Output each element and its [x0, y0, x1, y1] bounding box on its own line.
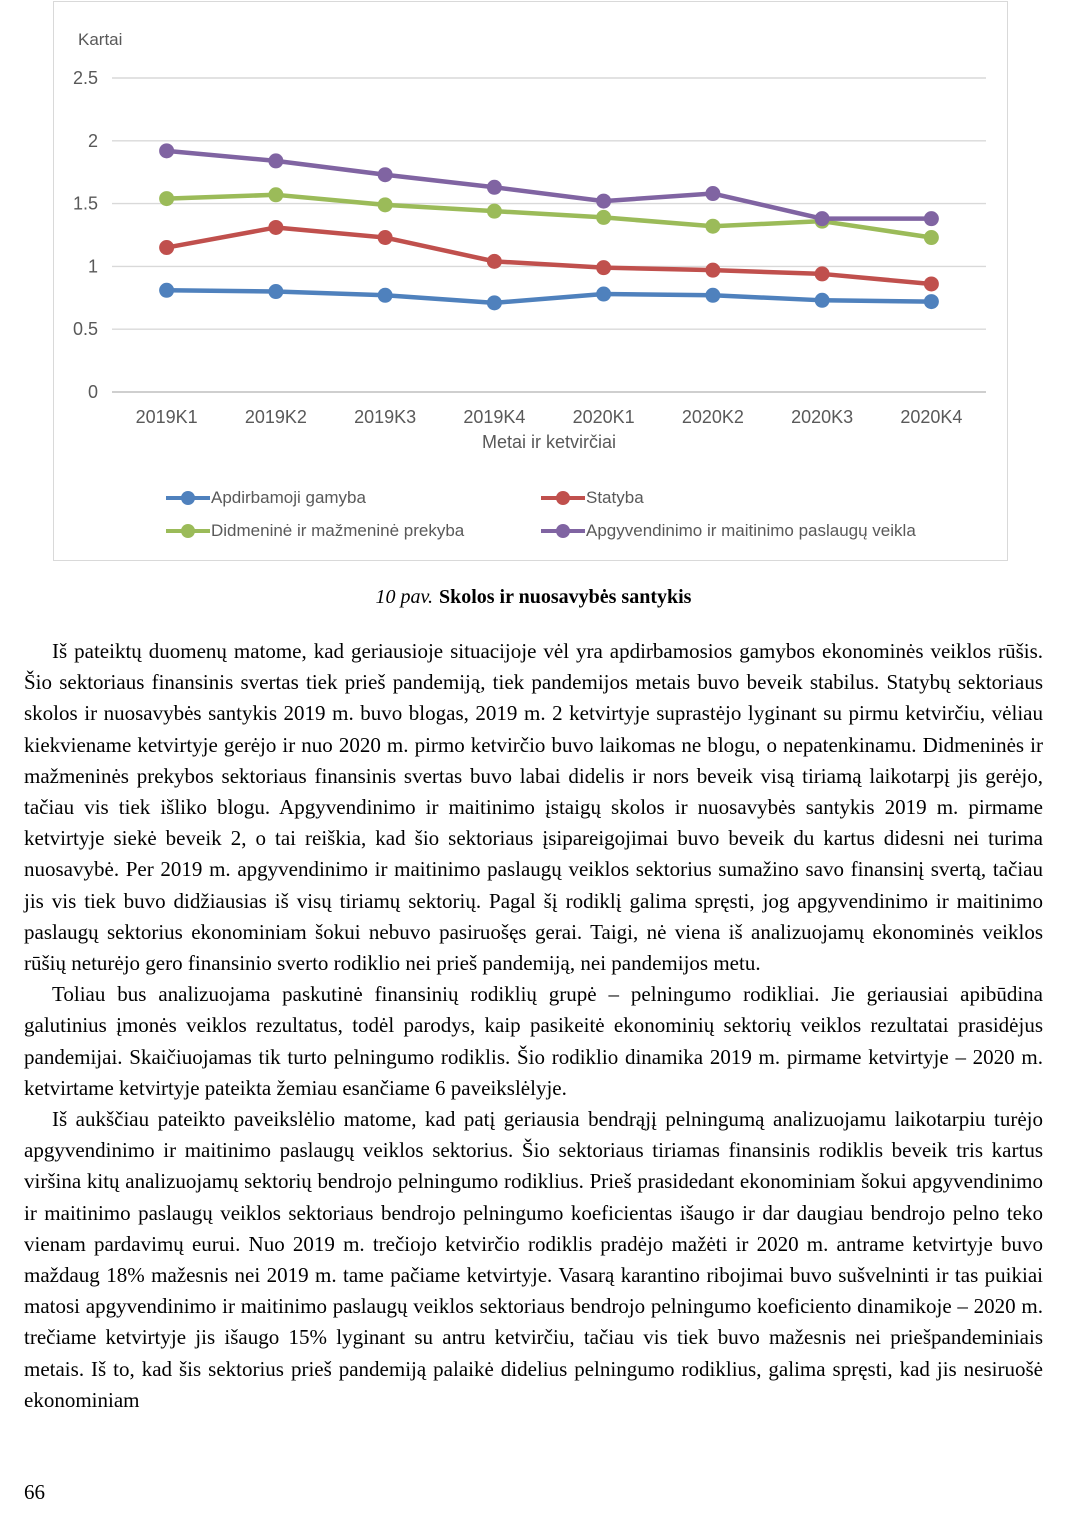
data-point-marker: [705, 219, 720, 234]
legend-marker-icon: [541, 489, 585, 507]
data-point-marker: [378, 230, 393, 245]
legend-label: Didmeninė ir mažmeninė prekyba: [211, 521, 465, 540]
x-tick-label: 2020K3: [791, 407, 854, 427]
legend-marker-icon: [166, 522, 210, 540]
data-point-marker: [815, 211, 830, 226]
legend-item-statyba: [541, 488, 916, 508]
data-point-marker: [924, 276, 939, 291]
legend-item-apdirbamoji-gamyba: [166, 488, 541, 508]
data-point-marker: [487, 254, 502, 269]
page-number: 66: [24, 1480, 45, 1504]
chart-figure: [53, 1, 1008, 561]
paragraph-1: Iš pateiktų duomenų matome, kad geriausioje situacijoje vėl yra apdirbamosios gamybos ekonominės veiklos rūšis. Šio sektoriaus finansinis svertas tiek prieš pandemiją, tiek pandemijos metais buvo beveik stabilus. Statybų sektoriaus skolos ir nuosavybės santykis 2019 m. buvo blogas, 2019 m. 2 ketvirtyje suprastėjo lyginant su pirmu ketvirčiu, vėliau kiekviename ketvirtyje gerėjo ir nuo 2020 m. pirmo ketvirčio buvo laikomas ne blogu, o nepatenkinamu. Didmeninės ir mažmeninės prekybos sektoriaus finansinis svertas buvo labai didelis ir nors beveik visą tiriamą laikotarpį jis gerėjo, tačiau vis tiek išliko blogu. Apgyvendinimo ir maitinimo įstaigų skolos ir nuosavybės santykis 2019 m. pirmame ketvirtyje siekė beveik 2, o tai reiškia, kad šio sektoriaus įsipareigojimai buvo beveik du kartus didesni nei turima nuosavybė. Per 2019 m. apgyvendinimo ir maitinimo paslaugų veiklos sektorius sumažino savo finansinį svertą, tačiau jis vis tiek buvo didžiausias iš visų tiriamų sektorių. Pagal šį rodiklį galima spręsti, jog apgyvendinimo ir maitinimo paslaugų sektorius ekonominiam šokui nebuvo pasiruošęs gerai. Taigi, nė viena iš analizuojamų ekonominės veiklos rūšių neturėjo gero finansinio sverto rodiklio nei prieš pandemiją, nei pandemijos metu.: [24, 639, 1043, 976]
legend-marker-icon: [541, 522, 585, 540]
debt-equity-line-chart: [54, 2, 1009, 430]
figure-caption-number: 10 pav.: [375, 586, 433, 608]
x-tick-label: 2019K3: [354, 407, 417, 427]
y-tick-label: 1.5: [72, 193, 98, 214]
article-body: [24, 636, 1043, 1416]
x-tick-label: 2020K4: [900, 407, 963, 427]
data-point-marker: [268, 187, 283, 202]
data-point-marker: [924, 230, 939, 245]
data-point-marker: [924, 294, 939, 309]
data-point-marker: [705, 263, 720, 278]
data-point-marker: [268, 284, 283, 299]
data-point-marker: [815, 293, 830, 308]
data-point-marker: [596, 287, 611, 302]
y-tick-label: 0.5: [72, 319, 98, 340]
legend-label: Apgyvendinimo ir maitinimo paslaugų veikla: [586, 521, 916, 540]
data-point-marker: [705, 288, 720, 303]
data-point-marker: [596, 210, 611, 225]
data-point-marker: [268, 153, 283, 168]
data-point-marker: [378, 167, 393, 182]
data-point-marker: [705, 186, 720, 201]
data-point-marker: [159, 283, 174, 298]
figure-caption: [0, 586, 1067, 609]
data-point-marker: [487, 204, 502, 219]
data-point-marker: [487, 295, 502, 310]
y-tick-label: 1: [87, 256, 98, 277]
data-point-marker: [159, 143, 174, 158]
y-tick-label: 2: [87, 130, 98, 151]
data-point-marker: [159, 191, 174, 206]
y-tick-label: 0: [87, 382, 98, 402]
legend-label: Statyba: [586, 488, 644, 507]
data-point-marker: [378, 288, 393, 303]
x-tick-label: 2020K1: [572, 407, 635, 427]
y-axis-title: Kartai: [78, 30, 123, 49]
data-point-marker: [378, 197, 393, 212]
y-tick-label: 2.5: [72, 68, 98, 88]
data-point-marker: [815, 266, 830, 281]
data-point-marker: [596, 194, 611, 209]
paragraph-3: Iš aukščiau pateikto paveikslėlio matome, kad patį geriausia bendrąjį pelningumą analizuojamu laikotarpiu turėjo apgyvendinimo ir maitinimo paslaugų veiklos sektorius. Šio sektoriaus tiriamas finansinis rodiklis beveik tris kartus viršina kitų analizuojamų sektorių bendrojo pelningumo rodiklius. Prieš prasidedant ekonominiam šokui apgyvendinimo ir maitinimo paslaugų veiklos sektoriaus bendrojo pelningumo koeficientas išaugo ir dar daugiau bendrojo pelno teko vienam pardavimų eurui. Nuo 2019 m. trečiojo ketvirčio rodiklis pradėjo mažėti ir 2020 m. antrame ketvirtyje buvo maždaug 18% mažesnis nei 2019 m. tame pačiame ketvirtyje. Vasarą karantino ribojimai buvo sušvelninti ir tas puikiai matosi apgyvendinimo ir maitinimo paslaugų veiklos sektoriaus bendrojo pelningumo koeficiento dinamikoje – 2020 m. trečiame ketvirtyje jis išaugo 15% lyginant su antru ketvirčiu, tačiau vis tiek buvo mažesnis nei priešpandeminiais metais. Iš to, kad šis sektorius prieš pandemiją palaikė didelius pelningumo rodiklius, galima spręsti, kad jis nesiruošė ekonominiam: [24, 1107, 1043, 1412]
x-tick-label: 2019K1: [135, 407, 198, 427]
data-point-marker: [268, 220, 283, 235]
x-axis-title: Metai ir ketvirčiai: [481, 432, 617, 452]
legend-item-didmenine-prekyba: [166, 521, 541, 541]
figure-caption-title: Skolos ir nuosavybės santykis: [438, 586, 692, 608]
x-tick-label: 2019K4: [463, 407, 526, 427]
chart-legend: [166, 488, 916, 541]
x-tick-label: 2019K2: [244, 407, 307, 427]
data-point-marker: [487, 180, 502, 195]
paragraph-2: Toliau bus analizuojama paskutinė finansinių rodiklių grupė – pelningumo rodikliai. Jie geriausiai apibūdina galutinius įmonės veiklos rezultatus, todėl parodys, kaip pasikeitė ekonominių sektorių veiklos rezultatai prasidėjus pandemijai. Skaičiuojamas tik turto pelningumo rodiklis. Šio rodiklio dinamika 2019 m. pirmame ketvirtyje – 2020 m. ketvirtame ketvirtyje pateikta žemiau esančiame 6 paveikslėlyje.: [24, 982, 1043, 1100]
data-point-marker: [596, 260, 611, 275]
x-tick-label: 2020K2: [681, 407, 744, 427]
legend-marker-icon: [166, 489, 210, 507]
data-point-marker: [159, 240, 174, 255]
legend-label: Apdirbamoji gamyba: [211, 488, 366, 507]
legend-item-apgyvendinimo-veikla: [541, 521, 916, 541]
data-point-marker: [924, 211, 939, 226]
